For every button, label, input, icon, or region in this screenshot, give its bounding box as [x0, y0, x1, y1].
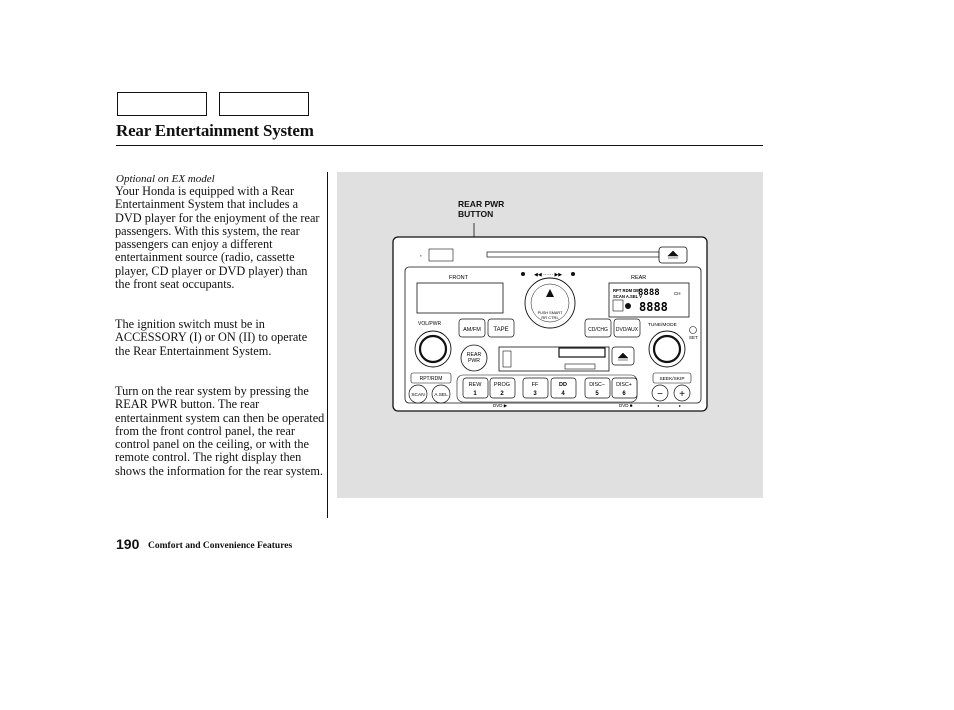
callout-line-2: BUTTON: [458, 209, 494, 219]
dvd-play-label: DVD ▶: [493, 403, 508, 408]
svg-text:DISC–: DISC–: [589, 382, 605, 388]
dvd-stop-label: DVD ■: [619, 403, 633, 408]
svg-text:FF: FF: [531, 382, 539, 388]
display-rpt-text: RPT RDM DE: [613, 288, 640, 293]
svg-text:CH: CH: [674, 291, 681, 296]
rr-ctrl-label: RR CTRL: [541, 315, 559, 320]
svg-text:SCAN: SCAN: [411, 393, 425, 398]
svg-text:REW: REW: [468, 382, 482, 388]
svg-text:DISC+: DISC+: [616, 382, 632, 388]
radio-illustration: [393, 237, 713, 417]
svg-text:DVD/AUX: DVD/AUX: [615, 327, 639, 333]
svg-text:−: −: [657, 389, 663, 400]
paragraph-ignition: The ignition switch must be in ACCESSORY (I) or ON (II) to operate the Rear Entertainment System.: [115, 317, 308, 358]
nav-tab-right[interactable]: [219, 92, 309, 116]
svg-text:8888: 8888: [638, 288, 660, 298]
rear-label: REAR: [631, 275, 647, 281]
svg-text:A.SEL: A.SEL: [434, 393, 448, 398]
svg-text:6: 6: [622, 391, 626, 397]
svg-text:3: 3: [533, 391, 537, 397]
paragraph-intro: Your Honda is equipped with a Rear Entertainment System that includes a DVD player for the enjoyment of the rear passengers. With this system, the rear passengers can enjoy a different entertainment source (radio, cassette player, CD player or DVD player) than the front seat occupants.: [115, 184, 320, 292]
svg-text:PROG: PROG: [493, 382, 511, 388]
callout-line-1: REAR PWR: [458, 199, 505, 209]
svg-text:SEEK/SKIP: SEEK/SKIP: [659, 377, 685, 382]
chapter-title: Comfort and Convenience Features: [148, 541, 293, 551]
vol-pwr-label: VOL/PWR: [418, 321, 442, 327]
svg-text:SET: SET: [689, 335, 698, 340]
display-scan-text: SCAN A.SEL V: [613, 294, 643, 299]
svg-text:◀◀ ······ ▶▶: ◀◀ ······ ▶▶: [534, 272, 563, 278]
svg-text:CD/CHG: CD/CHG: [588, 327, 608, 333]
dolby-icon: DD: [559, 382, 567, 388]
svg-text:2: 2: [500, 391, 504, 397]
column-rule: [327, 172, 328, 518]
svg-text:◂: ◂: [657, 403, 660, 408]
svg-text:AM/FM: AM/FM: [463, 327, 481, 333]
svg-text:5: 5: [595, 391, 599, 397]
svg-text:8888: 8888: [639, 300, 668, 314]
nav-tab-left[interactable]: [117, 92, 207, 116]
optional-note: Optional on EX model: [116, 173, 215, 185]
paragraph-rear-pwr: Turn on the rear system by pressing the REAR PWR button. The rear entertainment system can then be operated from the front control panel, the rear control panel on the ceiling, or with the remote control. The right display then shows the information for the rear system.: [115, 384, 325, 478]
push-smart-label: PUSH SMART: [537, 311, 563, 315]
section-title: Rear Entertainment System: [116, 121, 314, 140]
rear-pwr-callout: [458, 199, 504, 219]
svg-text:REAR: REAR: [466, 352, 482, 358]
svg-text:▪: ▪: [420, 253, 422, 258]
svg-text:TAPE: TAPE: [493, 327, 509, 333]
page-number: 190: [116, 536, 140, 552]
svg-text:PWR: PWR: [467, 358, 481, 364]
svg-text:▸: ▸: [679, 403, 682, 408]
front-label: FRONT: [449, 275, 468, 281]
tune-mode-label: TUNE/MODE: [648, 323, 677, 328]
svg-text:+: +: [679, 389, 685, 400]
svg-text:RPT/RDM: RPT/RDM: [419, 376, 443, 382]
svg-text:4: 4: [561, 391, 565, 397]
title-rule: [116, 145, 763, 146]
svg-text:1: 1: [473, 391, 477, 397]
